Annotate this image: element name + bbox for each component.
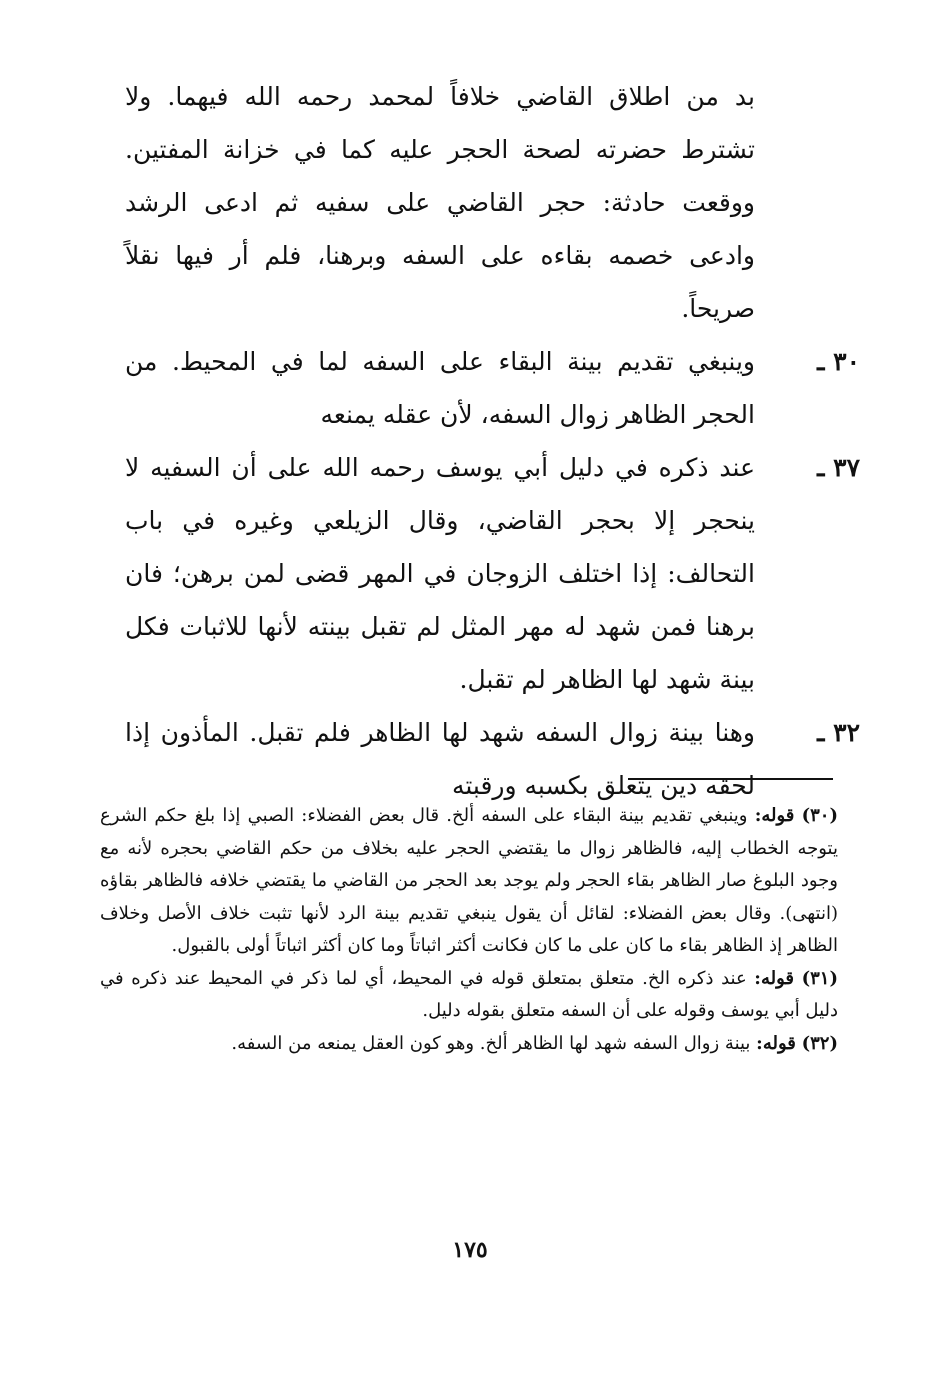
footnote-number: (٣١) xyxy=(801,967,838,989)
numbered-paragraph-37 xyxy=(125,441,860,706)
footnote-number: (٣٠) xyxy=(801,805,839,826)
footnote-text: وينبغي تقديم بينة البقاء على السفه ألخ. قال بعض الفضلاء: الصبي إذا بلغ حكم الشرع يتوجه الخطاب إليه، فالظاهر زوال ما يقتضي الحجر عليه بخلاف من حكم القاضي بحجره لأنه مع وجود البلوغ صار الظاهر بقاء الحجر ولم يوجد بعد الحجر من القاضي ما يقتضي خلافه فالظاهر بقاؤه (انتهى). وقال بعض الفضلاء: لقائل أن يقول ينبغي تقديم بينة الرد لأنها تثبت خلاف الأصل وخلاف الظاهر إذ الظاهر بقاء ما كان على ما كان فكانت أكثر اثباتاً وما كان أكثر اثباتاً أولى بالقبول. xyxy=(100,805,838,956)
page-number: ١٧٥ xyxy=(452,1237,488,1263)
paragraph-number: ٣٢ ـ xyxy=(817,718,860,747)
footnote-32 xyxy=(100,1028,838,1061)
footnote-text: بينة زوال السفه شهد لها الظاهر ألخ. وهو كون العقل يمنعه من السفه. xyxy=(231,1032,751,1054)
footnote-text: عند ذكره الخ. متعلق بمتعلق قوله في المحيط، أي لما ذكر في المحيط عند ذكره في دليل أبي يوسف وقوله على أن السفه متعلق بقوله دليل. xyxy=(100,967,838,1021)
footnotes xyxy=(100,800,838,1060)
paragraph-text: وهنا بينة زوال السفه شهد لها الظاهر فلم تقبل. المأذون إذا لحقه دين يتعلق بكسبه ورقبته xyxy=(125,718,755,800)
paragraph-number: ٣٠ ـ xyxy=(817,347,860,376)
footnote-number: (٣٢) xyxy=(801,1032,838,1054)
intro-paragraph: بد من اطلاق القاضي خلافاً لمحمد رحمه الله فيهما. ولا تشترط حضرته لصحة الحجر عليه كما في خزانة المفتين. ووقعت حادثة: حجر القاضي على سفيه ثم ادعى الرشد وادعى خصمه بقاءه على السفه وبرهنا، فلم أر فيها نقلاً صريحاً. xyxy=(125,82,755,323)
footnote-lead: قوله: xyxy=(754,967,794,989)
paragraph-number: ٣٧ ـ xyxy=(817,453,860,482)
paragraph-text: عند ذكره في دليل أبي يوسف رحمه الله على أن السفيه لا ينحجر إلا بحجر القاضي، وقال الزيلعي وغيره في باب التحالف: إذا اختلف الزوجان في المهر قضى لمن برهن؛ فان برهنا فمن شهد له مهر المثل لم تقبل بينته لأنها للاثبات فكل بينة شهد لها الظاهر لم تقبل. xyxy=(125,453,755,694)
footnote-separator xyxy=(628,778,833,780)
footnote-31 xyxy=(100,963,838,1028)
main-text xyxy=(125,70,860,812)
footnote-30 xyxy=(100,800,838,963)
numbered-paragraph-32 xyxy=(125,706,860,812)
paragraph-text: وينبغي تقديم بينة البقاء على السفه لما في المحيط. من الحجر الظاهر زوال السفه، لأن عقله يمنعه xyxy=(125,347,755,429)
footnote-lead: قوله: xyxy=(754,805,795,826)
footnote-lead: قوله: xyxy=(756,1032,796,1054)
numbered-paragraph-30 xyxy=(125,335,860,441)
